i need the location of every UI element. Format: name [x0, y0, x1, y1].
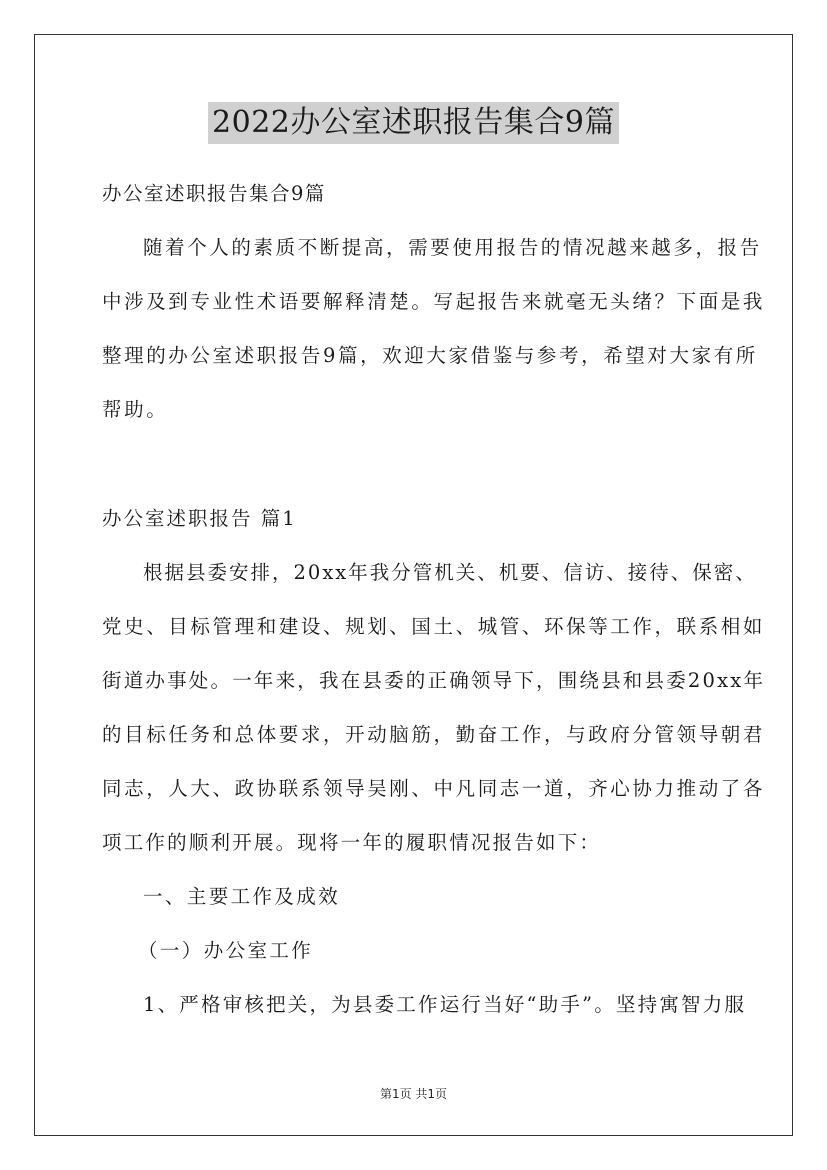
body-line-2: 党史、目标管理和建设、规划、国土、城管、环保等工作，联系相如: [102, 615, 766, 638]
heading-office-work: （一）办公室工作: [138, 939, 314, 962]
document-title-text: 2022办公室述职报告集合9篇: [208, 102, 619, 144]
intro-line-1: 随着个人的素质不断提高，需要使用报告的情况越来越多，报告: [143, 236, 762, 259]
document-title: [0, 102, 827, 144]
intro-line-4: 帮助。: [102, 398, 169, 421]
intro-line-2: 中涉及到专业性术语要解释清楚。写起报告来就毫无头绪？下面是我: [102, 290, 766, 313]
body-line-4: 的目标任务和总体要求，开动脑筋，勤奋工作，与政府分管领导朝君: [102, 723, 766, 746]
heading-main-work: 一、主要工作及成效: [143, 885, 341, 908]
body-line-3: 街道办事处。一年来，我在县委的正确领导下，围绕县和县委20xx年: [102, 669, 766, 692]
body-line-6: 项工作的顺利开展。现将一年的履职情况报告如下：: [102, 831, 602, 854]
intro-line-3: 整理的办公室述职报告9篇，欢迎大家借鉴与参考，希望对大家有所: [102, 344, 758, 367]
body-line-1: 根据县委安排，20xx年我分管机关、机要、信访、接待、保密、: [143, 561, 757, 584]
section-heading: 办公室述职报告 篇1: [102, 507, 297, 530]
page-footer: 第1页 共1页: [379, 1087, 448, 1101]
item-1-line: 1、严格审核把关，为县委工作运行当好“助手”。坚持寓智力服: [143, 993, 747, 1016]
document-subtitle: 办公室述职报告集合9篇: [102, 182, 326, 205]
body-line-5: 同志，人大、政协联系领导吴刚、中凡同志一道，齐心协力推动了各: [102, 777, 766, 800]
